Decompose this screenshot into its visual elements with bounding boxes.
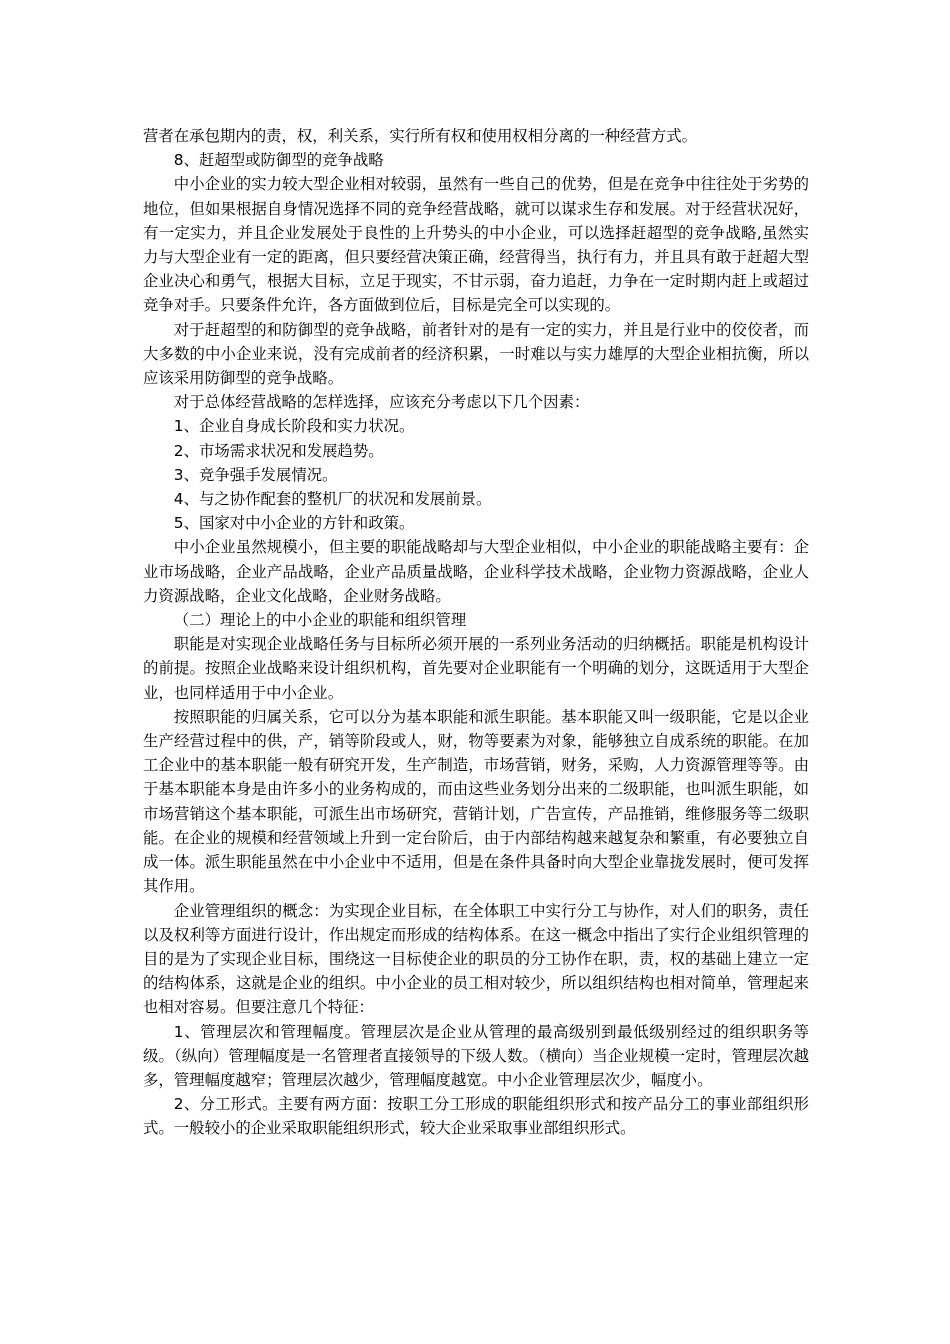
list-item: 1、管理层次和管理幅度。管理层次是企业从管理的最高级别到最低级别经过的组织职务等级。（纵向）管理幅度是一名管理者直接领导的下级人数。（横向）当企业规模一定时，管理层次越多，管理幅度越窄；管理层次越少，管理幅度越宽。中小企业管理层次少，幅度小。 <box>143 1022 809 1089</box>
list-item: 4、与之协作配套的整机厂的状况和发展前景。 <box>173 490 492 509</box>
list-item: 1、企业自身成长阶段和实力状况。 <box>173 417 415 436</box>
paragraph: 按照职能的归属关系，它可以分为基本职能和派生职能。基本职能又叫一级职能，它是以企业生产经营过程中的供，产，销等阶段或人，财，物等要素为对象，能够独立自成系统的职能。在加工企业中的基本职能一般有研究开发，生产制造，市场营销，财务，采购，人力资源管理等等。由于基本职能本身是由许多小的业务构成的，而由这些业务划分出来的二级职能，也叫派生职能，如市场营销这个基本职能，可派生出市场研究，营销计划，广告宣传，产品推销，维修服务等二级职能。在企业的规模和经营领域上升到一定台阶后，由于内部结构越来越复杂和繁重，有必要独立自成一体。派生职能虽然在中小企业中不适用，但是在条件具备时向大型企业靠拢发展时，便可发挥其作用。 <box>143 707 809 896</box>
paragraph: 对于总体经营战略的怎样选择，应该充分考虑以下几个因素： <box>173 393 590 412</box>
list-item: 5、国家对中小企业的方针和政策。 <box>173 514 415 533</box>
paragraph: 对于赶超型的和防御型的竞争战略，前者针对的是有一定的实力，并且是行业中的佼佼者，而大多数的中小企业来说，没有完成前者的经济积累，一时难以与实力雄厚的大型企业相抗衡，所以应该采用防御型的竞争战略。 <box>143 320 809 388</box>
paragraph: 中小企业的实力较大型企业相对较弱，虽然有一些自己的优势，但是在竞争中往往处于劣势的地位，但如果根据自身情况选择不同的竞争经营战略，就可以谋求生存和发展。对于经营状况好，有一定实力，并且企业发展处于良性的上升势头的中小企业，可以选择赶超型的竞争战略,虽然实力与大型企业有一定的距离，但只要经营决策正确，经营得当，执行有力，并且具有敢于赶超大型企业决心和勇气，根据大目标，立足于现实，不甘示弱，奋力追赶，力争在一定时期内赶上或超过竞争对手。只要条件允许，各方面做到位后，目标是完全可以实现的。 <box>143 175 809 315</box>
document-body <box>143 124 809 1141</box>
paragraph: 中小企业虽然规模小，但主要的职能战略却与大型企业相似，中小企业的职能战略主要有：企业市场战略，企业产品战略，企业产品质量战略，企业科学技术战略，企业物力资源战略，企业人力资源战略，企业文化战略，企业财务战略。 <box>143 538 809 605</box>
list-item: 2、市场需求状况和发展趋势。 <box>173 441 384 460</box>
list-item: 2、分工形式。主要有两方面：按职工分工形成的职能组织形式和按产品分工的事业部组织形式。一般较小的企业采取职能组织形式，较大企业采取事业部组织形式。 <box>143 1095 809 1138</box>
section-heading: 8、赶超型或防御型的竞争战略 <box>173 151 384 170</box>
paragraph: 企业管理组织的概念：为实现企业目标，在全体职工中实行分工与协作，对人们的职务，责任以及权利等方面进行设计，作出规定而形成的结构体系。在这一概念中指出了实行企业组织管理的目的是为了实现企业目标，围绕这一目标使企业的职员的分工协作在职，责，权的基础上建立一定的结构体系，这就是企业的组织。中小企业的员工相对较少，所以组织结构也相对简单，管理起来也相对容易。但要注意几个特征： <box>143 901 809 1017</box>
paragraph: 营者在承包期内的责，权，利关系，实行所有权和使用权相分离的一种经营方式。 <box>143 127 698 145</box>
section-heading: （二）理论上的中小企业的职能和组织管理 <box>173 611 467 630</box>
list-item: 3、竞争强手发展情况。 <box>173 465 338 484</box>
paragraph: 职能是对实现企业战略任务与目标所必须开展的一系列业务活动的归纳概括。职能是机构设计的前提。按照企业战略来设计组织机构，首先要对企业职能有一个明确的划分，这既适用于大型企业，也同样适用于中小企业。 <box>143 635 809 702</box>
